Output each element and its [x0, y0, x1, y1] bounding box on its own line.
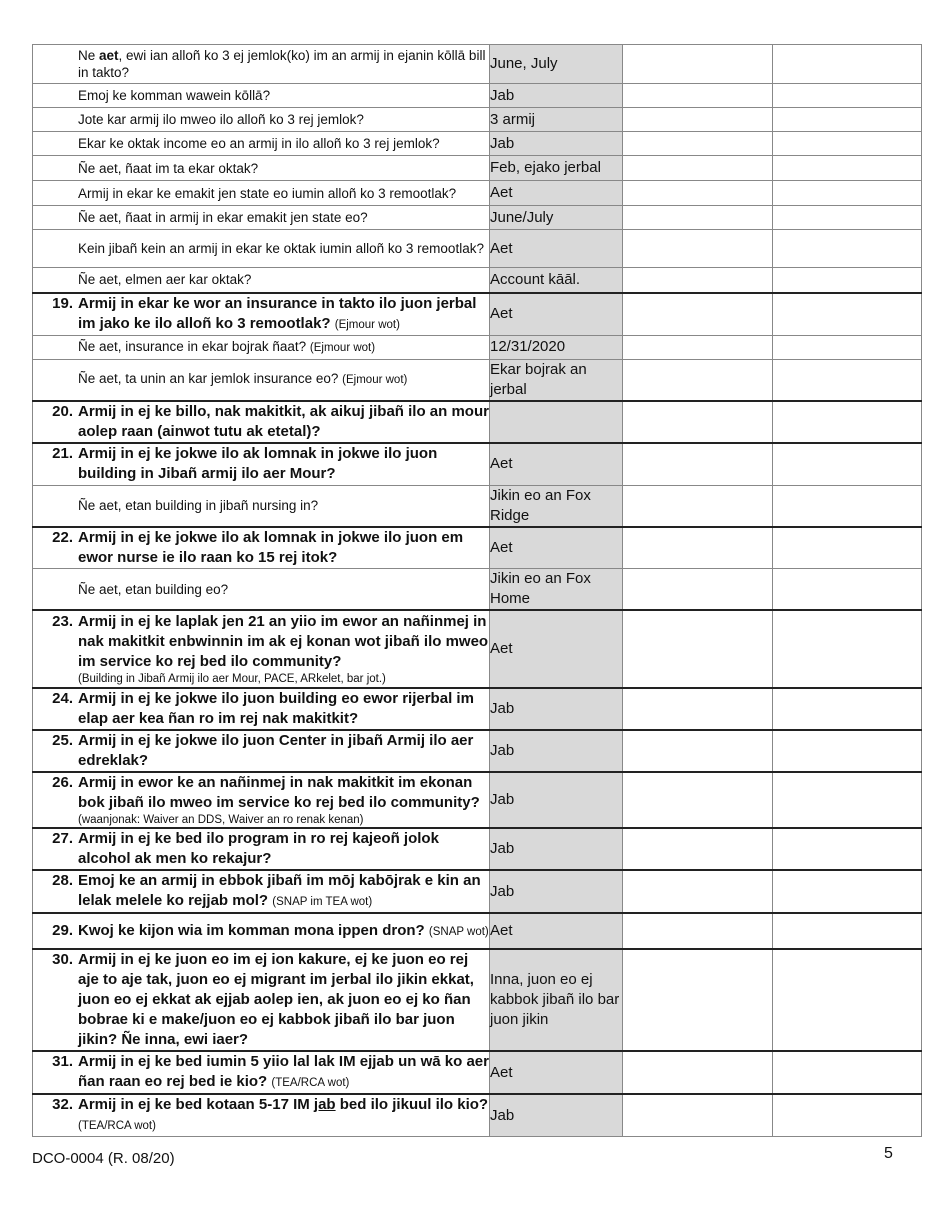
- question-number: 31.: [52, 1053, 73, 1070]
- question-body: [78, 294, 489, 335]
- question-number: 30.: [52, 951, 73, 968]
- question-cell: [33, 485, 490, 527]
- blank-cell[interactable]: [773, 949, 922, 1051]
- question-text: Armij in ekar ke emakit jen state eo iumin alloñ ko 3 remootlak?: [78, 185, 457, 201]
- question-text: Emoj ke komman wawein kōllā?: [78, 88, 271, 103]
- blank-cell[interactable]: [623, 293, 773, 336]
- question-text: Armij in ej ke bed iumin 5 yiio lal lak IM ejjab un wā ko aer ñan raan eo rej bed ie kio?: [78, 1053, 489, 1090]
- question-number: 28.: [52, 872, 73, 889]
- blank-cell[interactable]: [773, 156, 922, 181]
- question-number: 27.: [52, 830, 73, 847]
- blank-cell[interactable]: [773, 108, 922, 132]
- question-cell: [33, 569, 490, 611]
- answer-cell: Jab: [490, 132, 623, 156]
- question-body: [78, 612, 489, 686]
- answer-cell: Aet: [490, 1051, 623, 1094]
- question-cell: [33, 156, 490, 181]
- page-number: 5: [884, 1145, 893, 1162]
- answer-cell: Aet: [490, 230, 623, 268]
- main-question: [33, 689, 489, 729]
- blank-cell[interactable]: [773, 335, 922, 359]
- answer-cell: Jikin eo an Fox Home: [490, 569, 623, 611]
- question-text: Ñe aet, ñaat in armij in ekar emakit jen state eo?: [78, 210, 368, 225]
- table-row: [33, 359, 922, 401]
- main-question: [33, 829, 489, 869]
- blank-cell[interactable]: [773, 610, 922, 688]
- question-text-pre: Ne: [78, 48, 100, 63]
- blank-cell[interactable]: [773, 268, 922, 293]
- table-row: [33, 206, 922, 230]
- question-cell: [33, 230, 490, 268]
- blank-cell[interactable]: [773, 206, 922, 230]
- answer-cell: Aet: [490, 527, 623, 569]
- blank-cell[interactable]: [773, 293, 922, 336]
- blank-cell[interactable]: [773, 1051, 922, 1094]
- answer-cell: Feb, ejako jerbal: [490, 156, 623, 181]
- sub-question: [33, 185, 489, 202]
- table-row: [33, 828, 922, 870]
- question-cell: [33, 772, 490, 828]
- sub-question: [33, 240, 489, 257]
- question-number: 20.: [52, 403, 73, 420]
- answer-cell: 12/31/2020: [490, 335, 623, 359]
- answer-cell: Jab: [490, 1094, 623, 1137]
- question-text: Kein jibañ kein an armij in ekar ke oktak iumin alloñ ko 3 remootlak?: [78, 241, 484, 256]
- main-question: [33, 1095, 489, 1136]
- question-text-bold: aet: [99, 48, 119, 63]
- blank-cell[interactable]: [623, 132, 773, 156]
- question-body: [78, 921, 489, 942]
- question-note: (SNAP wot): [428, 925, 489, 938]
- question-cell: [33, 913, 490, 949]
- question-note: (Ejmour wot): [309, 341, 376, 354]
- blank-cell[interactable]: [623, 401, 773, 443]
- question-body: [78, 871, 489, 912]
- table-row: [33, 610, 922, 688]
- main-question: [33, 612, 489, 686]
- answer-cell: Jab: [490, 870, 623, 913]
- table-row: [33, 730, 922, 772]
- blank-cell[interactable]: [623, 1051, 773, 1094]
- blank-cell[interactable]: [773, 443, 922, 485]
- question-text: Armij in ewor ke an nañinmej in nak makitkit im ekonan bok jibañ ilo mweo im service ko rej bed ilo community?: [78, 774, 480, 811]
- answer-cell: Jab: [490, 828, 623, 870]
- sub-question: [33, 135, 489, 152]
- blank-cell[interactable]: [623, 730, 773, 772]
- table-row: [33, 293, 922, 336]
- blank-cell[interactable]: [773, 181, 922, 206]
- blank-cell[interactable]: [623, 1094, 773, 1137]
- blank-cell[interactable]: [773, 569, 922, 611]
- question-cell: [33, 268, 490, 293]
- question-text: Armij in ekar ke wor an insurance in takto ilo juon jerbal im jako ke ilo alloñ ko 3 remootlak?: [78, 294, 477, 332]
- question-text: Ñe aet, etan building in jibañ nursing in?: [78, 498, 319, 513]
- question-body: [78, 829, 489, 869]
- question-number: 21.: [52, 445, 73, 463]
- blank-cell[interactable]: [623, 45, 773, 84]
- question-note: (Building in Jibañ Armij ilo aer Mour, PACE, ARkelet, bar jot.): [78, 673, 386, 685]
- question-note: (TEA/RCA wot): [271, 1077, 350, 1089]
- blank-cell[interactable]: [623, 230, 773, 268]
- blank-cell[interactable]: [773, 401, 922, 443]
- question-cell: [33, 335, 490, 359]
- blank-cell[interactable]: [623, 527, 773, 569]
- blank-cell[interactable]: [773, 527, 922, 569]
- question-note: (waanjonak: Waiver an DDS, Waiver an ro renak kenan): [78, 814, 364, 826]
- blank-cell[interactable]: [623, 335, 773, 359]
- blank-cell[interactable]: [623, 181, 773, 206]
- answer-cell: Aet: [490, 610, 623, 688]
- form-table: [32, 44, 922, 1137]
- question-body: [78, 950, 489, 1050]
- table-row: [33, 949, 922, 1051]
- answer-cell: Aet: [490, 293, 623, 336]
- blank-cell[interactable]: [773, 828, 922, 870]
- form-code: DCO-0004 (R. 08/20): [32, 1150, 175, 1167]
- main-question: [33, 731, 489, 771]
- table-row: [33, 1051, 922, 1094]
- table-row: [33, 485, 922, 527]
- question-number: 22.: [52, 528, 73, 546]
- table-row: [33, 132, 922, 156]
- blank-cell[interactable]: [623, 268, 773, 293]
- blank-cell[interactable]: [773, 913, 922, 949]
- question-text: Jote kar armij ilo mweo ilo alloñ ko 3 rej jemlok?: [78, 112, 364, 127]
- table-row: [33, 688, 922, 730]
- blank-cell[interactable]: [623, 443, 773, 485]
- question-text: Ekar ke oktak income eo an armij in ilo alloñ ko 3 rej jemlok?: [78, 136, 440, 151]
- question-cell: [33, 359, 490, 401]
- question-cell: [33, 527, 490, 569]
- blank-cell[interactable]: [623, 870, 773, 913]
- sub-question: [33, 581, 489, 598]
- question-body: [78, 689, 489, 729]
- question-body: [78, 1052, 489, 1093]
- answer-cell: [490, 401, 623, 443]
- answer-cell: Inna, juon eo ej kabbok jibañ ilo bar juon jikin: [490, 949, 623, 1051]
- table-row: [33, 1094, 922, 1137]
- blank-cell[interactable]: [773, 1094, 922, 1137]
- form-rows: [33, 45, 922, 1137]
- answer-cell: June, July: [490, 45, 623, 84]
- question-number: 32.: [52, 1096, 73, 1113]
- main-question: [33, 1052, 489, 1093]
- answer-cell: Account kāāl.: [490, 268, 623, 293]
- table-row: [33, 913, 922, 949]
- table-row: [33, 527, 922, 569]
- table-row: [33, 335, 922, 359]
- sub-question: [33, 370, 489, 389]
- question-cell: [33, 730, 490, 772]
- main-question: [33, 871, 489, 912]
- table-row: [33, 401, 922, 443]
- question-text-underlined: jab: [313, 1096, 336, 1113]
- question-text: Armij in ej ke laplak jen 21 an yiio im ewor an nañinmej in nak makitkit enbwinnin im ak ej konan wot jibañ ilo mweo im service ko rej bed ilo community?: [78, 613, 489, 670]
- question-body: [78, 444, 489, 484]
- blank-cell[interactable]: [773, 45, 922, 84]
- sub-question: [33, 338, 489, 357]
- question-body: [78, 731, 489, 771]
- question-number: 24.: [52, 690, 73, 707]
- table-row: [33, 84, 922, 108]
- question-body: [78, 773, 489, 827]
- blank-cell[interactable]: [773, 132, 922, 156]
- table-row: [33, 45, 922, 84]
- question-cell: [33, 401, 490, 443]
- blank-cell[interactable]: [623, 359, 773, 401]
- question-text: Ñe aet, elmen aer kar oktak?: [78, 272, 252, 288]
- question-cell: [33, 84, 490, 108]
- answer-cell: Aet: [490, 181, 623, 206]
- sub-question: [33, 497, 489, 514]
- table-row: [33, 268, 922, 293]
- answer-cell: Aet: [490, 913, 623, 949]
- question-cell: [33, 688, 490, 730]
- question-cell: [33, 181, 490, 206]
- sub-question: [33, 160, 489, 177]
- table-row: [33, 156, 922, 181]
- question-text: Armij in ej ke juon eo im ej ion kakure, ej ke juon eo rej aje to aje tak, juon eo ej migrant im jerbal ilo jikin ekkat, juon eo ej ekkat ak ejjab aolep ien, ak juon eo ej ko ñan bobrae ki e make/juon eo ej kabbok jibañ ilo bar juon jikin? Ñe inna, ewi iaer?: [78, 951, 474, 1048]
- answer-cell: 3 armij: [490, 108, 623, 132]
- blank-cell[interactable]: [773, 772, 922, 828]
- blank-cell[interactable]: [773, 485, 922, 527]
- blank-cell[interactable]: [623, 84, 773, 108]
- question-note: (SNAP im TEA wot): [272, 896, 373, 908]
- question-cell: [33, 1051, 490, 1094]
- answer-cell: Jab: [490, 84, 623, 108]
- question-cell: [33, 1094, 490, 1137]
- question-note: (Ejmour wot): [342, 374, 408, 387]
- blank-cell[interactable]: [623, 610, 773, 688]
- blank-cell[interactable]: [773, 359, 922, 401]
- question-cell: [33, 206, 490, 230]
- blank-cell[interactable]: [773, 870, 922, 913]
- blank-cell[interactable]: [623, 206, 773, 230]
- question-cell: [33, 949, 490, 1051]
- answer-cell: Ekar bojrak an jerbal: [490, 359, 623, 401]
- main-question: [33, 402, 489, 442]
- question-body: [78, 528, 489, 568]
- question-text-post: bed ilo jikuul ilo kio?: [335, 1096, 489, 1113]
- blank-cell[interactable]: [623, 772, 773, 828]
- answer-cell: June/July: [490, 206, 623, 230]
- question-cell: [33, 108, 490, 132]
- table-row: [33, 772, 922, 828]
- main-question: [33, 444, 489, 484]
- question-text-pre: Armij in ej ke bed kotaan 5-17 IM: [78, 1096, 314, 1113]
- table-row: [33, 181, 922, 206]
- question-text: Ñe aet, etan building eo?: [78, 581, 229, 597]
- question-number: 19.: [52, 294, 73, 312]
- question-text: Armij in ej ke jokwe ilo juon Center in jibañ Armij ilo aer edreklak?: [78, 732, 474, 769]
- answer-cell: Jikin eo an Fox Ridge: [490, 485, 623, 527]
- table-row: [33, 108, 922, 132]
- blank-cell[interactable]: [773, 688, 922, 730]
- main-question: [33, 950, 489, 1050]
- answer-cell: Aet: [490, 443, 623, 485]
- sub-question: [33, 111, 489, 128]
- answer-cell: Jab: [490, 730, 623, 772]
- blank-cell[interactable]: [623, 949, 773, 1051]
- blank-cell[interactable]: [623, 485, 773, 527]
- blank-cell[interactable]: [623, 156, 773, 181]
- main-question: [33, 294, 489, 335]
- question-cell: [33, 828, 490, 870]
- sub-question: [33, 271, 489, 288]
- question-number: 26.: [52, 774, 73, 791]
- question-text: Armij in ej ke jokwe ilo ak lomnak in jokwe ilo juon building in Jibañ armij ilo aer Mour?: [78, 445, 438, 483]
- question-cell: [33, 870, 490, 913]
- question-text: Armij in ej ke jokwe ilo ak lomnak in jokwe ilo juon em ewor nurse ie ilo raan ko 15 rej itok?: [78, 528, 464, 566]
- question-cell: [33, 443, 490, 485]
- question-cell: [33, 45, 490, 84]
- question-body: [78, 402, 489, 442]
- question-text: Armij in ej ke bed ilo program in ro rej kajeoñ jolok alcohol ak men ko rekajur?: [78, 830, 439, 867]
- question-text: Armij in ej ke jokwe ilo juon building eo ewor rijerbal im elap aer kea ñan ro im rej nak makitkit?: [78, 690, 474, 727]
- question-cell: [33, 610, 490, 688]
- main-question: [33, 921, 489, 942]
- blank-cell[interactable]: [773, 230, 922, 268]
- question-number: 29.: [52, 921, 73, 939]
- blank-cell[interactable]: [623, 108, 773, 132]
- sub-question: [33, 87, 489, 104]
- question-body: [78, 1095, 489, 1136]
- table-row: [33, 443, 922, 485]
- question-text: Ñe aet, insurance in ekar bojrak ñaat?: [78, 338, 307, 354]
- question-text: Kwoj ke kijon wia im komman mona ippen dron?: [78, 921, 425, 939]
- sub-question: [33, 47, 489, 81]
- answer-cell: Jab: [490, 688, 623, 730]
- table-row: [33, 230, 922, 268]
- question-cell: [33, 132, 490, 156]
- question-text: Ñe aet, ta unin an kar jemlok insurance eo?: [78, 371, 339, 387]
- blank-cell[interactable]: [773, 84, 922, 108]
- question-note: (TEA/RCA wot): [78, 1120, 156, 1132]
- blank-cell[interactable]: [773, 730, 922, 772]
- question-number: 25.: [52, 732, 73, 749]
- question-text: Armij in ej ke billo, nak makitkit, ak aikuj jibañ ilo an mour aolep raan (ainwot tutu ak etetal)?: [78, 403, 489, 440]
- question-note: (Ejmour wot): [334, 318, 400, 331]
- blank-cell[interactable]: [623, 688, 773, 730]
- main-question: [33, 528, 489, 568]
- blank-cell[interactable]: [623, 828, 773, 870]
- blank-cell[interactable]: [623, 569, 773, 611]
- question-text: Emoj ke an armij in ebbok jibañ im mōj kabōjrak e kin an lelak melele ko rejjab mol?: [78, 872, 481, 909]
- question-text: Ñe aet, ñaat im ta ekar oktak?: [78, 160, 259, 176]
- question-text-post: , ewi ian alloñ ko 3 ej jemlok(ko) im an armij in ejanin kōllā bill in takto?: [78, 48, 486, 80]
- answer-cell: Jab: [490, 772, 623, 828]
- table-row: [33, 870, 922, 913]
- main-question: [33, 773, 489, 827]
- question-cell: [33, 293, 490, 336]
- blank-cell[interactable]: [623, 913, 773, 949]
- table-row: [33, 569, 922, 611]
- question-number: 23.: [52, 613, 73, 630]
- sub-question: [33, 209, 489, 226]
